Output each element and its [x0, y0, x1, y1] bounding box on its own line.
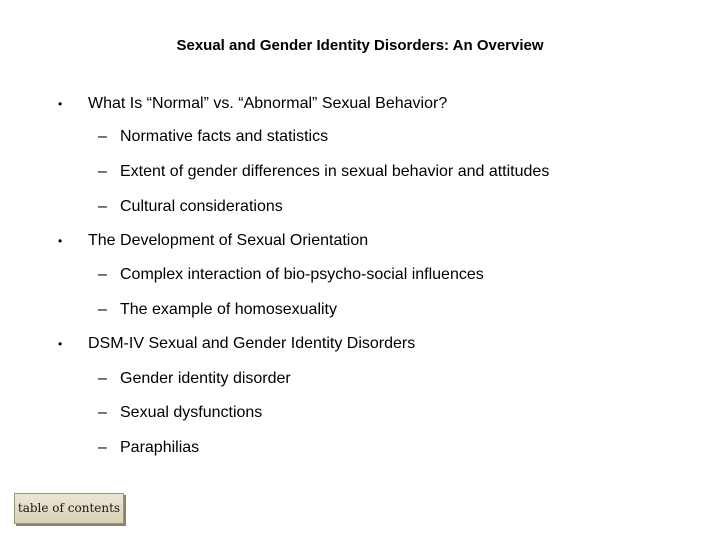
dash-icon: – — [98, 163, 107, 180]
dash-icon: – — [98, 128, 107, 145]
list-item-text: Complex interaction of bio-psycho-social influences — [120, 266, 484, 283]
dash-icon: – — [98, 198, 107, 215]
dash-icon: – — [98, 439, 107, 456]
list-item-text: Gender identity disorder — [120, 370, 291, 387]
bullet-icon: • — [58, 97, 63, 111]
list-item-text: Paraphilias — [120, 439, 200, 456]
list-item-text: Sexual dysfunctions — [120, 404, 263, 421]
list-item-text: The example of homosexuality — [120, 301, 337, 318]
section-heading-text: DSM-IV Sexual and Gender Identity Disorders — [88, 335, 416, 352]
section-heading-text: The Development of Sexual Orientation — [88, 232, 369, 249]
dash-icon: – — [98, 266, 107, 283]
list-item-text: Cultural considerations — [120, 198, 283, 215]
bullet-icon: • — [58, 337, 63, 351]
slide-title: Sexual and Gender Identity Disorders: An Overview — [176, 37, 544, 54]
bullet-icon: • — [58, 234, 63, 248]
list-item-text: Normative facts and statistics — [120, 128, 329, 145]
list-item-text: Extent of gender differences in sexual behavior and attitudes — [120, 163, 550, 180]
dash-icon: – — [98, 370, 107, 387]
table-of-contents-button[interactable]: table of contents — [14, 493, 124, 524]
dash-icon: – — [98, 404, 107, 421]
section-heading-text: What Is “Normal” vs. “Abnormal” Sexual Behavior? — [88, 95, 448, 112]
dash-icon: – — [98, 301, 107, 318]
